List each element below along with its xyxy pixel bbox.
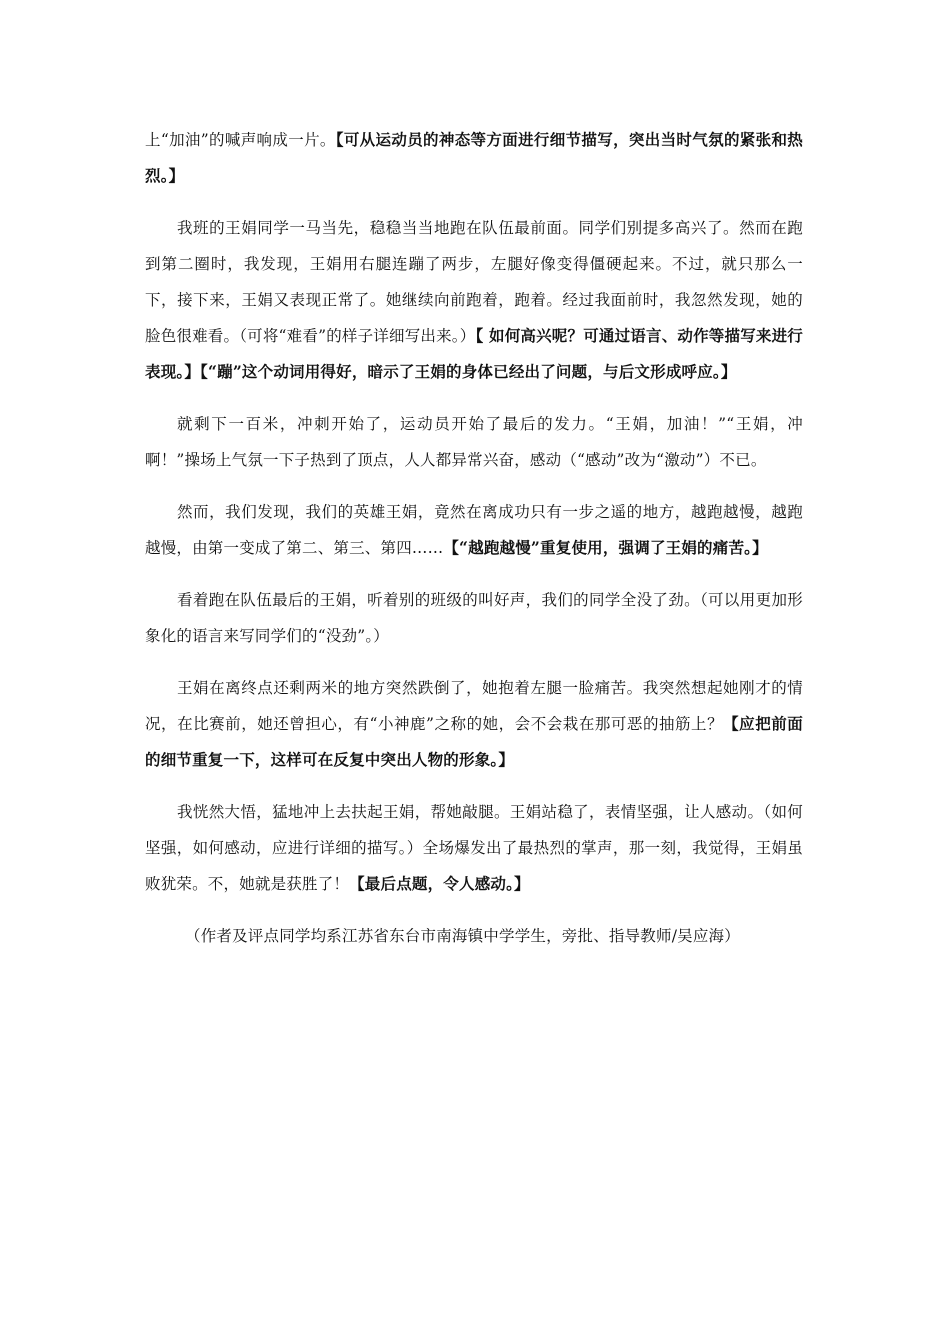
- document-body: [145, 122, 803, 970]
- paragraph-2-text: 我班的王娟同学一马当先，稳稳当当地跑在队伍最前面。同学们别提多高兴了。然而在跑到第二圈时，我发现，王娟用右腿连蹦了两步，左腿好像变得僵硬起来。不过，就只那么一下，接下来，王娟又表现正常了。她继续向前跑着，跑着。经过我面前时，我忽然发现，她的脸色很难看。（可将“难看”的样子详细写出来。）: [145, 219, 803, 345]
- paragraph-3: [145, 406, 803, 478]
- paragraph-5: [145, 582, 803, 654]
- paragraph-1-comment: 【可从运动员的神态等方面进行细节描写，突出当时气氛的紧张和热烈。】: [145, 130, 803, 185]
- paragraph-2: [145, 210, 803, 390]
- author-credit: （作者及评点同学均系江苏省东台市南海镇中学学生，旁批、指导教师/吴应海）: [185, 927, 740, 945]
- paragraph-7: [145, 794, 803, 902]
- paragraph-7-comment: 【最后点题，令人感动。】: [349, 874, 530, 893]
- paragraph-1: [145, 122, 803, 194]
- paragraph-4-comment: 【“越跑越慢”重复使用，强调了王娟的痛苦。】: [443, 538, 768, 557]
- paragraph-5-text: 看着跑在队伍最后的王娟，听着别的班级的叫好声，我们的同学全没了劲。（可以用更加形象化的语言来写同学们的“没劲”。）: [145, 591, 803, 645]
- paragraph-2-comment: 【 如何高兴呢？可通过语言、动作等描写来进行表现。】【“蹦”这个动词用得好，暗示了王娟的身体已经出了问题，与后文形成呼应。】: [145, 326, 804, 381]
- paragraph-6: [145, 670, 803, 778]
- paragraph-6-text: 王娟在离终点还剩两米的地方突然跌倒了，她抱着左腿一脸痛苦。我突然想起她刚才的情况，在比赛前，她还曾担心，有“小神鹿”之称的她，会不会栽在那可恶的抽筋上？: [145, 679, 803, 733]
- paragraph-6-comment: 【应把前面的细节重复一下，这样可在反复中突出人物的形象。】: [145, 714, 803, 769]
- paragraph-7-text: 我恍然大悟，猛地冲上去扶起王娟，帮她敲腿。王娟站稳了，表情坚强，让人感动。（如何坚强，如何感动，应进行详细的描写。）全场爆发出了最热烈的掌声，那一刻，我觉得，王娟虽败犹荣。不，她就是获胜了！: [145, 803, 803, 893]
- paragraph-4: [145, 494, 803, 566]
- paragraph-1-text: 上“加油”的喊声响成一片。: [145, 131, 336, 149]
- paragraph-3-text: 就剩下一百米，冲刺开始了，运动员开始了最后的发力。“王娟，加油！”“王娟，冲啊！”操场上气氛一下子热到了顶点，人人都异常兴奋，感动（“感动”改为“激动”）不已。: [145, 415, 803, 469]
- paragraph-4-text: 然而，我们发现，我们的英雄王娟，竟然在离成功只有一步之遥的地方，越跑越慢，越跑越慢，由第一变成了第二、第三、第四……: [145, 503, 803, 557]
